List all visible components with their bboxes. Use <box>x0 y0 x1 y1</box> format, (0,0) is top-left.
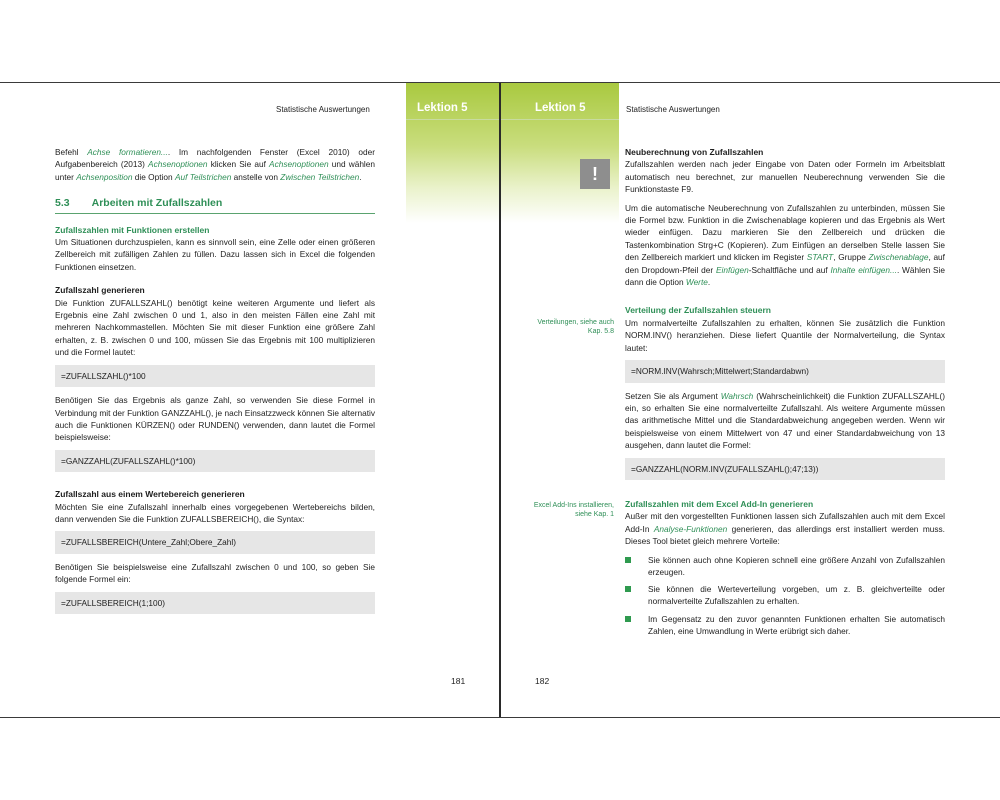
right-header-rule <box>501 119 619 120</box>
list-item: Sie können auch ohne Kopieren schnell eine größere Anzahl von Zufallszahlen erzeugen. <box>625 554 945 579</box>
para-beispiel: Benötigen Sie beispielsweise eine Zufallszahl zwischen 0 und 100, so geben Sie folgende Formel ein: <box>55 561 375 585</box>
code-ganzzahl-norm-inv: =GANZZAHL(NORM.INV(ZUFALLSZAHL();47;13)) <box>625 458 945 480</box>
left-header-rule <box>406 119 499 120</box>
code-zufallsbereich: =ZUFALLSBEREICH(1;100) <box>55 592 375 614</box>
sub2-text: Die Funktion ZUFALLSZAHL() benötigt keine weiteren Argumente und liefert als Ergebnis eine Zahl zwischen 0 und 1, also in den meisten Fällen eine Zahl mit mehreren Nachkommastellen. Möchten Sie mit dieser Funktion eine größere Zahl erhalten, z. B. zwischen 0 und 100, müssen Sie das Ergebnis mit 100 multiplizieren und die Formel lautet: <box>55 297 375 358</box>
argument-paragraph: Setzen Sie als Argument Wahrsch (Wahrscheinlichkeit) die Funktion ZUFALLSZAHL() ein, so erhalten Sie eine normalverteilte Zufallszahl. Als weitere Argumente müssen das arithmetische Mittel und die Standardabweichung angegeben werden. Wenn wir beispielsweise von einem Mittelwert von 47 und einer Standardabweichung von 13 ausgehen, dann lautet die Formel: <box>625 390 945 451</box>
bullet-square-icon <box>625 616 631 622</box>
code-norm-inv: =NORM.INV(Wahrsch;Mittelwert;Standardabwn) <box>625 360 945 382</box>
exclamation-icon: ! <box>580 159 610 189</box>
sub2-heading: Zufallszahl generieren <box>55 285 145 296</box>
sub1-heading: Zufallszahlen mit Funktionen erstellen <box>55 224 210 235</box>
addin-paragraph: Außer mit den vorgestellten Funktionen lassen sich Zufallszahlen auch mit dem Excel Add-In Analyse-Funktionen generieren, das allerdings erst installiert werden muss. Dieses Tool bietet gleich mehrere Vorteile: <box>625 511 945 547</box>
margin-note-verteilungen: Verteilungen, siehe auch Kap. 5.8 <box>537 319 614 335</box>
verteilung-heading: Verteilung der Zufallszahlen steuern <box>625 305 771 316</box>
sub3-heading: Zufallszahl aus einem Wertebereich generieren <box>55 489 245 500</box>
right-page-body <box>625 146 945 642</box>
code-zufallsbereich-syntax: =ZUFALLSBEREICH(Untere_Zahl;Obere_Zahl) <box>55 531 375 553</box>
left-page-number: 181 <box>451 676 466 686</box>
left-running-head: Statistische Auswertungen <box>276 105 370 114</box>
neuberechnung-text: Zufallszahlen werden nach jeder Eingabe von Daten oder Formeln im Arbeitsblatt automatisch neu berechnet, zur manuellen Neuberechnung verwenden Sie die Funktionstaste F9. <box>625 159 945 195</box>
unterbinden-paragraph: Um die automatische Neuberechnung von Zufallszahlen zu unterbinden, müssen Sie die Formel bzw. Funktion in die Zwischenablage kopieren und das Ergebnis als Wert wieder einfügen. Dazu markieren Sie den Zellbereich und drücken die Tastenkombination Strg+C (Kopieren). Zum Einfügen an derselben Stelle lassen Sie den Zellbereich markiert und klicken im Register START, Gruppe Zwischenablage, auf den Dropdown-Pfeil der Einfügen-Schaltfläche und auf Inhalte einfügen.... Wählen Sie dann die Option Werte. <box>625 202 945 288</box>
neuberechnung-heading: Neuberechnung von Zufallszahlen <box>625 147 764 157</box>
right-lesson-label: Lektion 5 <box>535 102 586 114</box>
left-lesson-label: Lektion 5 <box>417 102 468 114</box>
margin-note-addins: Excel Add-Ins installieren, siehe Kap. 1 <box>533 502 614 518</box>
section-rule <box>55 213 375 214</box>
right-page-number: 182 <box>535 676 550 686</box>
left-page-body <box>55 146 375 614</box>
bullet-square-icon <box>625 586 631 592</box>
verteilung-text: Um normalverteilte Zufallszahlen zu erhalten, können Sie zusätzlich die Funktion NORM.INV() heranziehen. Diese liefert Quantile der Normalverteilung, die Syntax lautet: <box>625 317 945 353</box>
advantages-list <box>625 554 945 638</box>
intro-paragraph: Befehl Achse formatieren.... Im nachfolgenden Fenster (Excel 2010) oder Aufgabenbereich (2013) Achsenoptionen klicken Sie auf Achsenoptionen und wählen unter Achsenposition die Option Auf Teilstrichen anstelle von Zwischen Teilstrichen. <box>55 147 375 182</box>
section-title: Arbeiten mit Zufallszahlen <box>91 197 223 210</box>
list-item: Sie können die Werteverteilung vorgeben, um z. B. gleichverteilte oder normalverteilte Zufallszahlen zu erhalten. <box>625 583 945 608</box>
code-zufallszahl: =ZUFALLSZAHL()*100 <box>55 365 375 387</box>
bullet-square-icon <box>625 557 631 563</box>
code-ganzzahl: =GANZZAHL(ZUFALLSZAHL()*100) <box>55 450 375 472</box>
para-ganzzahl: Benötigen Sie das Ergebnis als ganze Zahl, so verwenden Sie diese Formel in Verbindung mit der Funktion GANZZAHL(), je nach Einsatzzweck können Sie alternativ auch die Funktionen KÜRZEN() oder RUNDEN() verwenden, dann lautet die Formel beispielsweise: <box>55 395 375 443</box>
list-item: Im Gegensatz zu den zuvor genannten Funktionen erhalten Sie automatisch Zahlen, eine Umwandlung in Werte erübrigt sich daher. <box>625 613 945 638</box>
sub3-text: Möchten Sie eine Zufallszahl innerhalb eines vorgegebenen Wertebereichs bilden, dann verwenden Sie die Funktion ZUFALLSBEREICH(), die Syntax: <box>55 501 375 524</box>
page-gutter <box>499 83 501 717</box>
section-heading <box>55 197 375 209</box>
section-number: 5.3 <box>55 197 70 210</box>
sub1-text: Um Situationen durchzuspielen, kann es sinnvoll sein, eine Zelle oder einen größeren Zellbereich mit zufälligen Zahlen zu füllen. Dazu lassen sich in Excel die folgenden Funktionen einsetzen. <box>55 237 375 272</box>
right-running-head: Statistische Auswertungen <box>626 105 720 114</box>
addin-heading: Zufallszahlen mit dem Excel Add-In generieren <box>625 498 814 509</box>
